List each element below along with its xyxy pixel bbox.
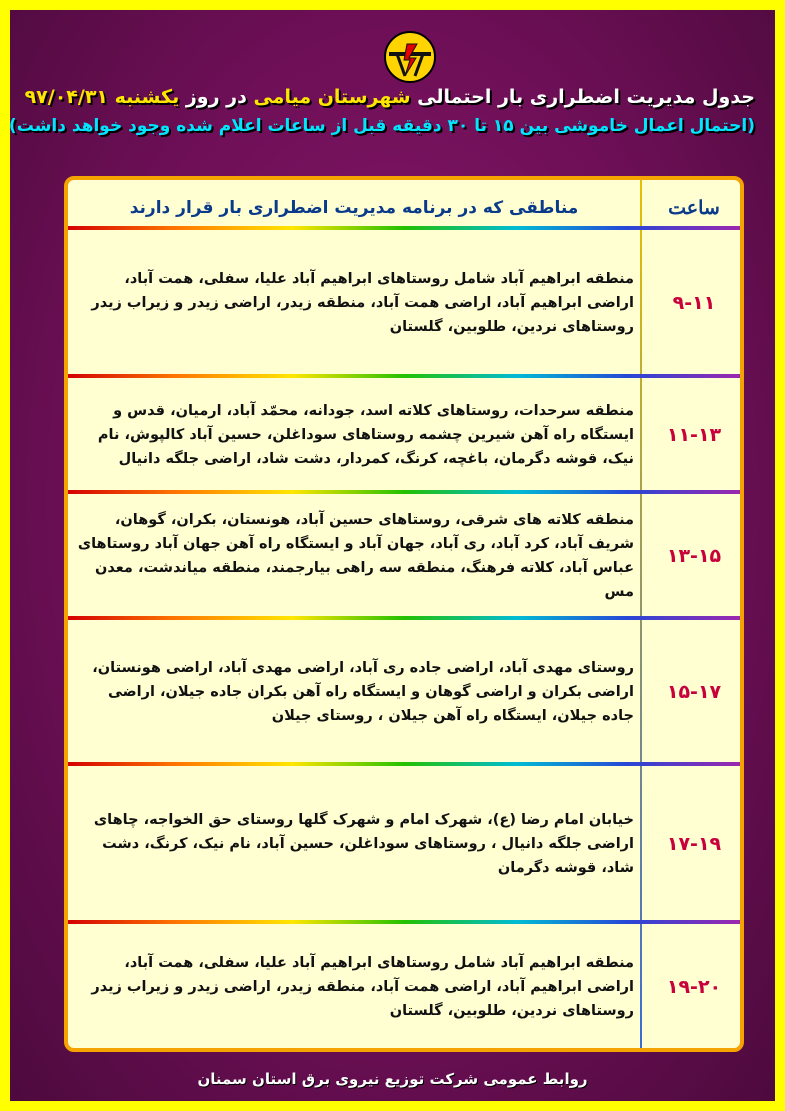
row-areas [74,496,634,616]
table-row [68,496,740,616]
row-divider [68,226,740,230]
page-subtitle: (احتمال اعمال خاموشی بین ۱۵ تا ۳۰ دقیقه قبل از ساعات اعلام شده وجود خواهد داشت) [8,116,755,136]
row-areas-text: خیابان امام رضا (ع)، شهرک امام و شهرک گلها روستای حق الخواجه، چاهای اراضی جلگه دانیال ، روستاهای سوداغلن، حسین آباد، نام نیک، کرنگ، دشت شاد، قوشه دگرمان [93,812,634,876]
row-divider [68,920,740,924]
title-city: شهرستان میامی [253,86,411,108]
table-row [68,768,740,920]
row-areas [74,926,634,1048]
page-title [24,86,755,108]
row-areas-text: منطقه کلاته های شرقی، روستاهای حسین آباد، هونستان، بکران، گوهان، شریف آباد، کرد آباد، ری آباد، جهان آباد و ایستگاه راه آهن جهان آباد روستاهای عباس آباد، کلاته فرهنگ، منطقه سه راهی بیارجمند، منطقه میاندشت، معدن مس [77,512,634,600]
footer-credit: روابط عمومی شرکت توزیع نیروی برق استان سمنان [197,1070,588,1088]
electricity-tower-logo-icon [383,30,437,84]
table-row [68,926,740,1048]
row-hour: ۱۳-۱۵ [666,545,722,567]
row-areas [74,768,634,920]
title-date: یکشنبه ۹۷/۰۴/۳۱ [24,86,180,108]
row-divider [68,762,740,766]
row-divider [68,374,740,378]
title-prefix: جدول مدیریت اضطراری بار احتمالی [417,86,755,108]
row-hour: ۱۱-۱۳ [666,424,722,446]
row-hour: ۱۵-۱۷ [666,681,722,703]
row-areas-text: منطقه ابراهیم آباد شامل روستاهای ابراهیم آباد علیا، سفلی، همت آباد، اراضی ابراهیم آباد، اراضی همت آباد، منطقه زیدر، اراضی زیدر و زیراب زیدر روستاهای نردین، طلوبین، گلستان [91,271,634,335]
row-areas [74,232,634,374]
row-hour: ۱۷-۱۹ [666,833,722,855]
table-row [68,380,740,490]
row-divider [68,490,740,494]
row-hour: ۹-۱۱ [672,292,716,314]
table-row [68,622,740,762]
row-areas [74,380,634,490]
title-middle: در روز [185,86,247,108]
row-areas-text: روستای مهدی آباد، اراضی جاده ری آباد، اراضی مهدی آباد، اراضی هونستان، اراضی بکران و اراضی گوهان و ایستگاه راه آهن بکران جاده جیلان، اراضی جاده جیلان، ایستگاه راه آهن جیلان ، روستای جیلان [92,660,634,724]
table-row [68,232,740,374]
row-areas [74,622,634,762]
poster-background [10,10,775,1101]
row-areas-text: منطقه سرحدات، روستاهای کلاته اسد، جودانه، محمّد آباد، ارمیان، قدس و ایستگاه راه آهن شیرین چشمه روستاهای سوداغلن، حسین آباد کالپوش، نام نیک، قوشه دگرمان، باغچه، کرنگ، کمردار، دشت شاد، اراضی جلگه دانیال [97,403,634,467]
column-header-areas: مناطقی که در برنامه مدیریت اضطراری بار قرار دارند [129,198,579,218]
row-hour: ۱۹-۲۰ [666,976,722,998]
row-areas-text: منطقه ابراهیم آباد شامل روستاهای ابراهیم آباد علیا، سفلی، همت آباد، اراضی ابراهیم آباد، اراضی همت آباد، منطقه زیدر، اراضی زیدر و زیراب زیدر روستاهای نردین، طلوبین، گلستان [91,955,634,1019]
column-header-hour: ساعت [668,197,720,219]
schedule-table [64,176,744,1052]
row-divider [68,616,740,620]
